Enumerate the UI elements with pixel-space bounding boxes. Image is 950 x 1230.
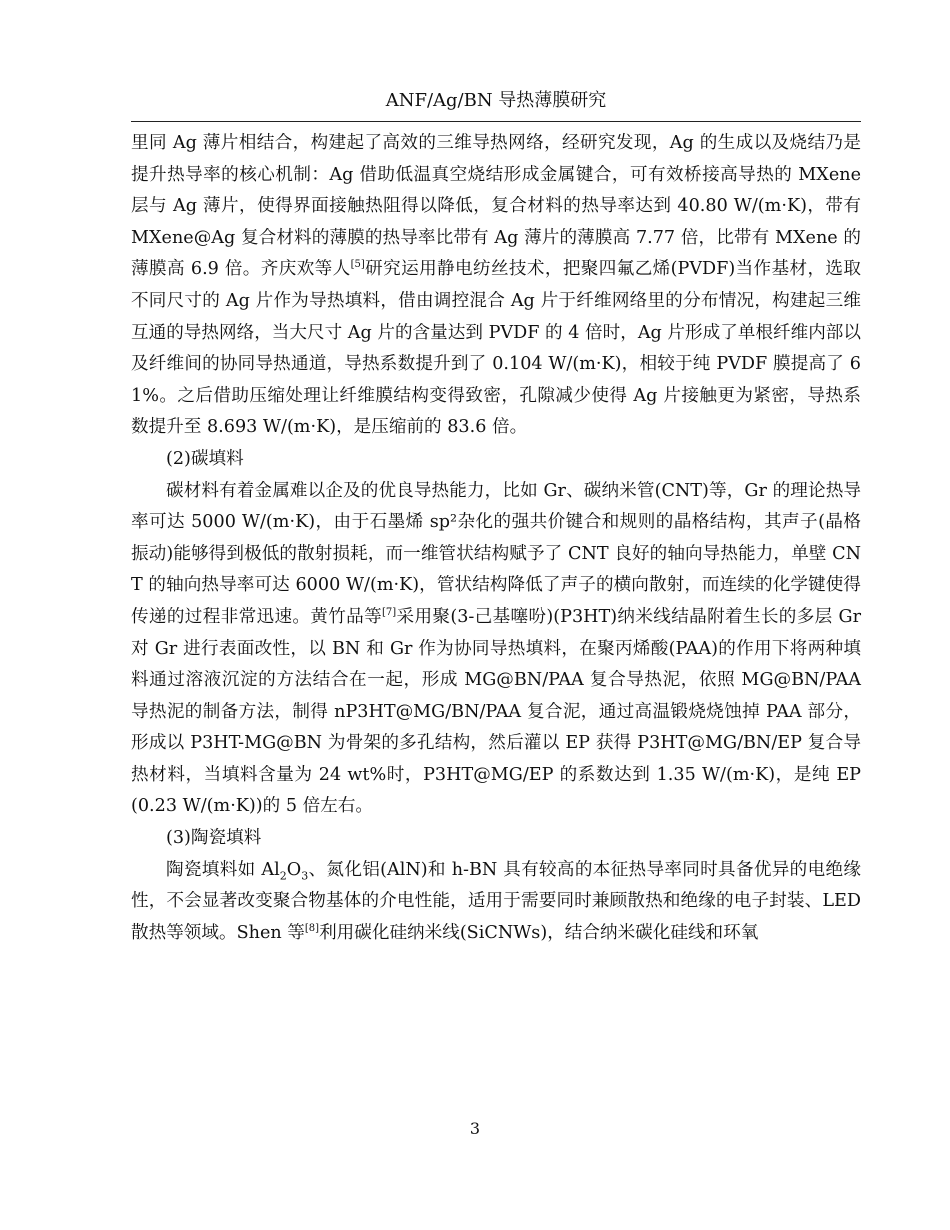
text-run: 、氮化铝(AlN)和 h-BN 具有较高的本征热导率同时具备优异的电绝缘性，不会显著改变聚合物基体的介电性能，适用于需要同时兼顾散热和绝缘的电子封装、LED 散热等领域。Shen 等 <box>131 859 861 943</box>
citation-ref: [5] <box>350 259 365 271</box>
paragraph-metal-fillers <box>131 128 861 444</box>
text-run: 利用碳化硅纳米线(SiCNWs)，结合纳米碳化硅线和环氧 <box>319 922 759 943</box>
text-run: 采用聚(3-己基噻吩)(P3HT)纳米线结晶附着生长的多层 Gr 对 Gr 进行表面改性，以 BN 和 Gr 作为协同导热填料，在聚丙烯酸(PAA)的作用下将两种填料通过溶液沉淀的方法结合在一起，形成 MG@BN/PAA 复合导热泥，依照 MG@BN/PAA 导热泥的制备方法，制得 nP3HT@MG/BN/PAA 复合泥，通过高温锻烧烧蚀掉 PAA 部分，形成以 P3HT-MG@BN 为骨架的多孔结构，然后灌以 EP 获得 P3HT@MG/BN/EP 复合导热材料，当填料含量为 24 wt%时，P3HT@MG/EP 的系数达到 1.35 W/(m·K)，是纯 EP(0.23 W/(m·K))的 5 倍左右。 <box>131 606 861 817</box>
citation-ref: [8] <box>304 922 320 934</box>
header-rule <box>131 121 861 122</box>
page-number: 3 <box>469 1119 481 1138</box>
text-run: 碳材料有着金属难以企及的优良导热能力，比如 Gr、碳纳米管(CNT)等，Gr 的理论热导率可达 5000 W/(m·K)，由于石墨烯 sp²杂化的强共价键合和规则的晶格结构，其声子(晶格振动)能够得到极低的散射损耗，而一维管状结构赋予了 CNT 良好的轴向导热能力，单壁 CNT 的轴向热导率可达 6000 W/(m·K)，管状结构降低了声子的横向散射，而连续的化学键使得传递的过程非常迅速。黄竹品等 <box>131 480 861 627</box>
running-header: ANF/Ag/BN 导热薄膜研究 <box>385 90 607 111</box>
text-run: 研究运用静电纺丝技术，把聚四氟乙烯(PVDF)当作基材，选取不同尺寸的 Ag 片作为导热填料，借由调控混合 Ag 片于纤维网络里的分布情况，构建起三维互通的导热网络，当大尺寸 Ag 片的含量达到 PVDF 的 4 倍时，Ag 片形成了单根纤维内部以及纤维间的协同导热通道，导热系数提升到了 0.104 W/(m·K)，相较于纯 PVDF 膜提高了 61%。之后借助压缩处理让纤维膜结构变得致密，孔隙减少使得 Ag 片接触更为紧密，导热系数提升至 8.693 W/(m·K)，是压缩前的 83.6 倍。 <box>131 259 861 438</box>
body-text <box>131 128 861 949</box>
citation-ref: [7] <box>382 607 397 619</box>
text-run: 里同 Ag 薄片相结合，构建起了高效的三维导热网络，经研究发现，Ag 的生成以及烧结乃是提升热导率的核心机制：Ag 借助低温真空烧结形成金属键合，可有效桥接高导热的 MXene 层与 Ag 薄片，使得界面接触热阻得以降低，复合材料的热导率达到 40.80 W/(m·K)，带有 MXene@Ag 复合材料的薄膜的热导率比带有 Ag 薄片的薄膜高 7.77 倍，比带有 MXene 的薄膜高 6.9 倍。齐庆欢等人 <box>131 133 861 280</box>
subscript: 3 <box>301 869 309 883</box>
paragraph-carbon-fillers <box>131 476 861 824</box>
text-run: 陶瓷填料如 Al <box>166 859 280 880</box>
subscript: 2 <box>279 869 287 883</box>
section-heading-ceramic: (3)陶瓷填料 <box>166 828 262 849</box>
paragraph-ceramic-fillers <box>131 855 861 950</box>
section-heading-carbon: (2)碳填料 <box>166 448 244 469</box>
text-run: O <box>286 859 302 880</box>
